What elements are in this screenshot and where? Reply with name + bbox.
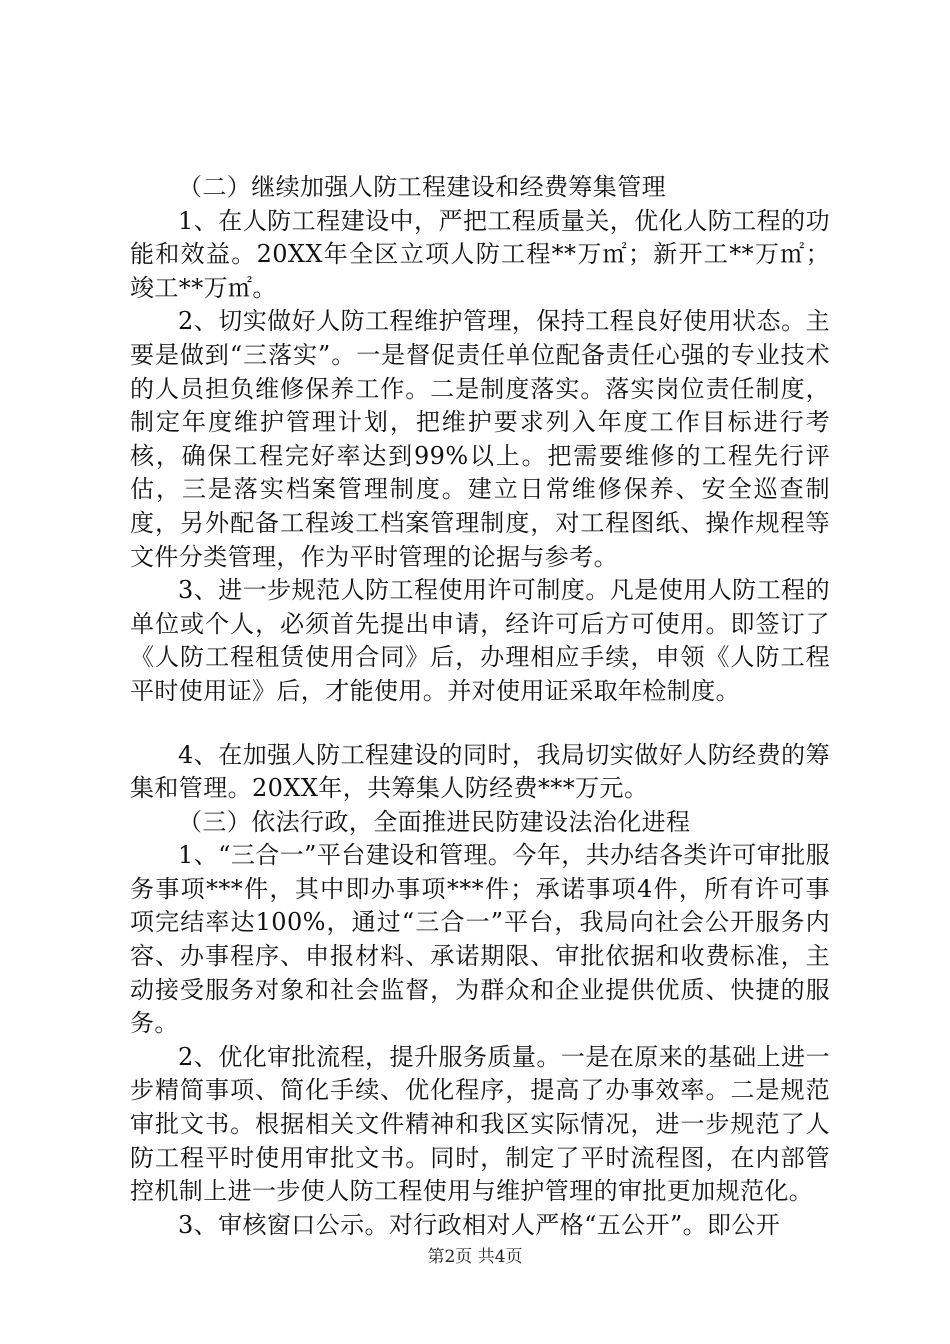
paragraph-maintenance: 2、切实做好人防工程维护管理，保持工程良好使用状态。主要是做到“三落实”。一是督促责任单位配备责任心强的专业技术的人员担负维修保养工作。二是制度落实。落实岗位责任制度，制定年度维护管理计划，把维护要求列入年度工作目标进行考核，确保工程完好率达到99%以上。把需要维修的工程先行评估，三是落实档案管理制度。建立日常维修保养、安全巡查制度，另外配备工程竣工档案管理制度，对工程图纸、操作规程等文件分类管理，作为平时管理的论据与参考。 — [130, 307, 830, 571]
paragraph-construction: 1、在人防工程建设中，严把工程质量关，优化人防工程的功能和效益。20XX年全区立项人防工程**万㎡；新开工**万㎡；竣工**万㎡。 — [130, 206, 830, 302]
paragraph-funding: 4、在加强人防工程建设的同时，我局切实做好人防经费的筹集和管理。20XX年，共筹集人防经费***万元。 — [130, 740, 830, 803]
page-footer: 第2页 共4页 — [427, 1247, 523, 1267]
paragraph-usage-permit: 3、进一步规范人防工程使用许可制度。凡是使用人防工程的单位或个人，必须首先提出申请，经许可后方可使用。即签订了《人防工程租赁使用合同》后，办理相应手续，申领《人防工程平时使用证》后，才能使用。并对使用证采取年检制度。 — [130, 576, 830, 705]
paragraph-approval-process: 2、优化审批流程，提升服务质量。一是在原来的基础上进一步精简事项、简化手续、优化程序，提高了办事效率。二是规范审批文书。根据相关文件精神和我区实际情况，进一步规范了人防工程平时使用审批文书。同时，制定了平时流程图，在内部管控机制上进一步使人防工程使用与维护管理的审批更加规范化。 — [130, 1042, 830, 1206]
section-heading-2: （二）继续加强人防工程建设和经费筹集管理 — [178, 173, 666, 201]
section-heading-3: （三）依法行政，全面推进民防建设法治化进程 — [178, 807, 691, 836]
paragraph-window-disclosure: 3、审核窗口公示。对行政相对人严格“五公开”。即公开 — [178, 1210, 781, 1239]
paragraph-platform: 1、“三合一”平台建设和管理。今年，共办结各类许可审批服务事项***件，其中即办事项***件；承诺事项4件，所有许可事项完结率达100%，通过“三合一”平台，我局向社会公开服务内容、办事程序、申报材料、承诺期限、审批依据和收费标准，主动接受服务对象和社会监督，为群众和企业提供优质、快捷的服务。 — [130, 841, 830, 1038]
document-body — [130, 171, 830, 1242]
